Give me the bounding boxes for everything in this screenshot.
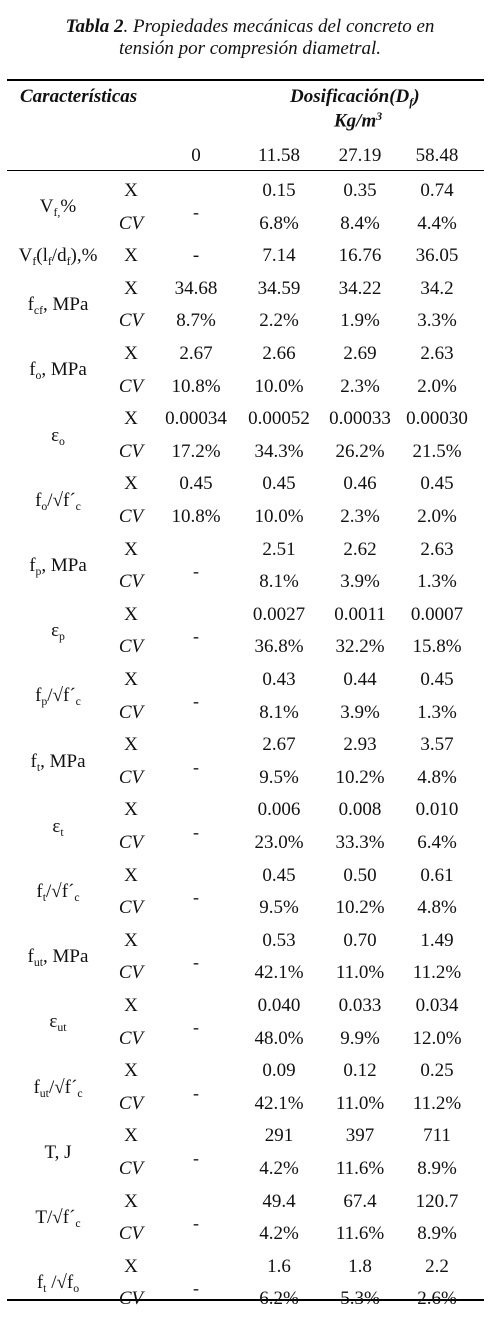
header-unit-text: Kg/m	[334, 110, 377, 132]
table-cell: 6.8%	[259, 212, 299, 234]
row-label-sub: f	[32, 255, 37, 269]
table-cell: 21.5%	[412, 440, 462, 462]
table-cell: -	[193, 756, 199, 777]
row-label-fp_sqrt	[35, 685, 81, 709]
table-cell: 0.50	[343, 864, 377, 886]
table-cell: 2.3%	[340, 375, 380, 397]
stat-label: X	[124, 538, 138, 560]
table-cell: 0.033	[338, 995, 382, 1016]
table-cell: 10.8%	[171, 375, 221, 397]
table-cell: 4.2%	[259, 1158, 299, 1179]
row-label-base: ε	[52, 815, 61, 837]
table-cell: 3.9%	[340, 571, 380, 593]
table-cell: 26.2%	[335, 440, 385, 462]
table-cell: 2.63	[420, 538, 454, 560]
row-label-sub: ut	[39, 1086, 49, 1100]
table-cell: 11.0%	[335, 962, 385, 984]
table-cell: 0.70	[343, 929, 377, 951]
row-label-sub2: f	[47, 255, 52, 269]
table-cell: 2.6%	[417, 1288, 457, 1310]
stat-label: CV	[118, 897, 144, 919]
table-cell: 10.8%	[171, 506, 221, 527]
row-label-eo	[51, 425, 65, 449]
row-label-base: T, J	[44, 1141, 72, 1163]
row-label-ft_sqrt	[36, 881, 79, 905]
stat-label: X	[124, 1125, 138, 1147]
table-cell: 0.61	[420, 864, 454, 886]
table-cell: 0.53	[262, 929, 296, 951]
table-cell: 0.034	[415, 995, 459, 1016]
table-cell: 2.51	[262, 538, 296, 560]
table-cell: 2.2%	[259, 310, 299, 332]
row-label-base: f	[36, 1272, 44, 1294]
row-label-base: V	[39, 196, 54, 218]
row-label-sub2: c	[77, 1086, 83, 1100]
table-cell: 711	[423, 1125, 451, 1147]
table-cell: 0.35	[343, 180, 377, 201]
row-label-tail: , MPa	[43, 294, 89, 316]
table-cell: 2.69	[343, 343, 377, 364]
row-label-sub: ut	[57, 1021, 67, 1035]
stat-label: X	[124, 1190, 138, 1212]
table-cell: 0.45	[420, 669, 454, 690]
table-cell: 9.5%	[259, 897, 299, 919]
table-cell: 17.2%	[171, 440, 221, 462]
row-label-eut	[49, 1011, 66, 1035]
table-cell: 0.74	[420, 180, 454, 201]
table-cell: 0.46	[343, 473, 377, 495]
column-header-3: 58.48	[415, 145, 459, 166]
stat-label: CV	[118, 440, 144, 462]
table-caption	[0, 16, 500, 60]
table-cell: 0.006	[257, 799, 301, 821]
row-label-tail: (l	[36, 245, 48, 267]
table-cell: -	[193, 1082, 199, 1103]
table-cell: 2.3%	[340, 506, 380, 527]
row-label-sub: p	[59, 630, 65, 644]
header-dosage-text: Dosificación(D	[290, 86, 410, 107]
header-characteristics: Características	[20, 86, 138, 107]
table-cell: 34.3%	[254, 440, 304, 462]
table-cell: 1.49	[420, 929, 454, 951]
stat-label: X	[124, 473, 138, 495]
row-label-sub: p	[41, 695, 48, 709]
stat-label: X	[124, 734, 138, 756]
stat-label: CV	[118, 310, 144, 332]
row-label-fp	[29, 555, 87, 579]
table-cell: 8.4%	[340, 212, 380, 234]
table-cell: 11.6%	[335, 1158, 385, 1179]
stat-label: X	[124, 995, 138, 1016]
table-cell: 0.0011	[334, 603, 386, 625]
table-cell: 6.2%	[259, 1288, 299, 1310]
stat-label: CV	[118, 571, 144, 593]
row-label-base: f	[27, 946, 34, 968]
table-cell: 4.8%	[417, 897, 457, 919]
table-cell: 8.9%	[417, 1158, 457, 1179]
header-dosage-sub: f	[409, 96, 414, 110]
table-cell: 7.14	[262, 245, 296, 267]
table-cell: -	[193, 560, 199, 581]
header-dosage	[290, 86, 420, 110]
table-cell: 0.010	[415, 799, 459, 821]
table-cell: 0.45	[262, 864, 296, 886]
header-unit-sup: 3	[376, 110, 383, 123]
table-cell: 3.57	[420, 734, 454, 756]
table-cell: -	[193, 1212, 199, 1233]
table-cell: 33.3%	[335, 832, 385, 853]
table-cell: 4.4%	[417, 212, 457, 234]
table-cell: 1.6	[267, 1255, 291, 1277]
table-cell: 34.2	[420, 277, 454, 299]
caption-text-line2: tensión por compresión diametral.	[118, 38, 382, 59]
table-cell: 8.1%	[259, 571, 299, 593]
row-label-tail: %	[60, 196, 77, 218]
top-rule	[7, 79, 484, 81]
table-cell: 2.63	[420, 343, 454, 364]
table-cell: 3.9%	[340, 701, 380, 723]
table-cell: 36.05	[415, 245, 459, 267]
row-label-T_sqrt	[35, 1207, 80, 1231]
table-cell: 2.0%	[417, 506, 457, 527]
table-cell: 0.12	[343, 1060, 377, 1082]
table-cell: 34.59	[257, 277, 301, 299]
row-label-fut_sqrt	[33, 1077, 82, 1101]
table-cell: 0.008	[338, 799, 382, 821]
table-cell: 1.9%	[340, 310, 380, 332]
table-cell: -	[193, 952, 199, 973]
table-cell: 2.2	[425, 1255, 449, 1277]
row-label-vf	[40, 196, 76, 220]
row-label-tail2: /d	[51, 245, 67, 267]
table-cell: 0.15	[262, 180, 296, 201]
table-cell: 0.00033	[329, 408, 391, 430]
table-cell: 11.2%	[412, 1092, 462, 1114]
table-cell: 6.4%	[417, 832, 457, 853]
stat-label: CV	[118, 375, 144, 397]
stat-label: X	[124, 864, 138, 886]
stat-label: X	[124, 245, 138, 267]
stat-label: CV	[118, 506, 144, 527]
row-label-tail: , MPa	[40, 750, 86, 772]
header-rule	[7, 170, 484, 171]
table-cell: 32.2%	[335, 636, 385, 658]
row-label-et	[52, 816, 63, 840]
stat-label: CV	[118, 832, 144, 853]
row-label-tail: /√f´	[48, 1076, 78, 1098]
table-cell: 11.6%	[335, 1223, 385, 1245]
table-cell: 2.0%	[417, 375, 457, 397]
table-cell: 67.4	[343, 1190, 377, 1212]
stat-label: X	[124, 1060, 138, 1082]
row-label-tail3: ),%	[70, 245, 98, 267]
row-label-base: f	[29, 554, 36, 576]
table-cell: -	[193, 821, 199, 842]
table-cell: 2.62	[343, 538, 377, 560]
stat-label: CV	[118, 1027, 144, 1049]
row-label-base: f	[36, 880, 43, 902]
row-label-vfl	[19, 245, 98, 269]
table-cell: 10.2%	[335, 766, 385, 788]
row-label-sub3: f	[66, 255, 71, 269]
row-label-sub: t	[36, 760, 41, 774]
caption-label: Tabla 2	[65, 16, 124, 37]
stat-label: X	[124, 1255, 138, 1277]
row-label-base: T/√f´	[35, 1206, 76, 1228]
table-cell: 5.3%	[340, 1288, 380, 1310]
table-cell: 11.0%	[335, 1092, 385, 1114]
stat-label: X	[124, 799, 138, 821]
stat-label: CV	[118, 766, 144, 788]
row-label-ft_fo	[37, 1272, 79, 1296]
table-cell: 16.76	[338, 245, 382, 267]
bottom-rule	[7, 1299, 484, 1301]
row-label-sub2: c	[75, 499, 81, 513]
row-label-sub: t	[43, 1282, 47, 1296]
table-cell: 1.8	[348, 1255, 372, 1277]
table-cell: -	[193, 1147, 199, 1168]
row-label-tail: , MPa	[41, 554, 87, 576]
stat-label: CV	[118, 1092, 144, 1114]
row-label-sub: c	[75, 1217, 81, 1230]
table-cell: 34.68	[174, 277, 218, 299]
table-cell: 23.0%	[254, 832, 304, 853]
table-cell: 10.0%	[254, 375, 304, 397]
row-label-base: ε	[51, 620, 60, 642]
header-dosage-close: )	[413, 86, 420, 107]
row-label-base: f	[30, 750, 37, 772]
table-cell: 0.45	[179, 473, 213, 495]
stat-label: X	[124, 408, 138, 430]
stat-label: X	[124, 929, 138, 951]
row-label-tail: /√f´	[47, 489, 76, 511]
row-label-base: f	[33, 1076, 40, 1098]
table-cell: -	[193, 691, 199, 712]
table-cell: 42.1%	[254, 1092, 304, 1114]
row-label-sub: t	[60, 825, 64, 839]
table-cell: 9.9%	[340, 1027, 380, 1049]
table-cell: 0.00052	[248, 408, 310, 430]
table-cell: 2.93	[343, 734, 377, 756]
table-cell: 0.0007	[410, 603, 464, 625]
table-cell: 11.2%	[412, 962, 462, 984]
row-label-sub: o	[41, 499, 48, 513]
row-label-base: ε	[49, 1011, 58, 1033]
row-label-tail: /√f	[46, 1272, 74, 1294]
table-cell: 8.9%	[417, 1223, 457, 1245]
header-unit	[334, 110, 382, 132]
column-header-1: 11.58	[257, 145, 301, 166]
column-header-0: 0	[191, 145, 201, 166]
row-label-sub: p	[35, 565, 42, 578]
table-cell: 0.09	[262, 1060, 296, 1082]
row-label-tail: /√f´	[47, 685, 76, 707]
table-cell: 2.66	[262, 343, 296, 364]
table-cell: 9.5%	[259, 766, 299, 788]
row-label-fo_sqrt	[35, 490, 81, 514]
table-cell: -	[193, 1278, 199, 1299]
table-cell: 0.45	[420, 473, 454, 495]
stat-label: CV	[118, 962, 144, 984]
row-label-base: f	[35, 685, 42, 707]
row-label-sub2: c	[74, 891, 80, 904]
stat-label: CV	[118, 1223, 144, 1245]
table-cell: -	[193, 202, 199, 223]
row-label-tail: , MPa	[41, 359, 87, 381]
stat-label: CV	[118, 212, 144, 234]
row-label-tail: /√f´	[46, 880, 75, 902]
stat-label: CV	[118, 1158, 144, 1179]
table-cell: 291	[264, 1125, 294, 1147]
table-cell: 15.8%	[412, 636, 462, 658]
table-cell: 397	[345, 1125, 375, 1147]
row-label-base: f	[35, 489, 42, 511]
table-cell: 42.1%	[254, 962, 304, 984]
table-cell: 49.4	[262, 1190, 296, 1212]
table-cell: 8.7%	[176, 310, 216, 332]
row-label-sub: t	[42, 891, 46, 904]
row-label-sub: cf	[33, 304, 44, 318]
row-label-ft	[30, 751, 85, 775]
row-label-tail: , MPa	[43, 946, 89, 968]
table-cell: 0.43	[262, 669, 296, 690]
table-cell: 34.22	[338, 277, 382, 299]
column-header-2: 27.19	[338, 145, 382, 166]
stat-label: X	[124, 180, 138, 201]
table-cell: 1.3%	[417, 571, 457, 593]
row-label-base: f	[27, 294, 34, 316]
table-cell: 0.25	[420, 1060, 454, 1082]
row-label-fo	[29, 359, 87, 383]
table-cell: 1.3%	[417, 701, 457, 723]
stat-label: X	[124, 343, 138, 364]
row-label-base: V	[18, 245, 33, 267]
table-cell: 0.040	[257, 995, 301, 1016]
row-label-sub: o	[59, 434, 65, 448]
row-label-sub: ut	[33, 956, 44, 970]
table-cell: 2.67	[179, 343, 213, 364]
table-cell: 48.0%	[254, 1027, 304, 1049]
row-label-sub2: o	[73, 1282, 80, 1296]
stat-label: CV	[118, 1288, 144, 1310]
row-label-base: f	[29, 359, 36, 381]
table-cell: -	[193, 886, 199, 907]
row-label-sub: f,	[53, 206, 61, 220]
table-cell: 0.44	[343, 669, 377, 690]
row-label-sub2: c	[75, 695, 81, 709]
table-cell: 10.2%	[335, 897, 385, 919]
table-cell: 12.0%	[412, 1027, 462, 1049]
table-cell: 3.3%	[417, 310, 457, 332]
table-cell: 4.2%	[259, 1223, 299, 1245]
table-cell: 10.0%	[254, 506, 304, 527]
stat-label: X	[124, 603, 138, 625]
row-label-fcf	[28, 294, 89, 318]
row-label-T	[44, 1142, 71, 1164]
table-cell: 120.7	[415, 1190, 459, 1212]
table-cell: 4.8%	[417, 766, 457, 788]
row-label-base: ε	[51, 424, 60, 446]
table-cell: 0.00030	[406, 408, 468, 430]
table-cell: 0.0027	[252, 603, 306, 625]
table-cell: 8.1%	[259, 701, 299, 723]
table-cell: -	[193, 1017, 199, 1038]
table-cell: 0.45	[262, 473, 296, 495]
stat-label: CV	[118, 636, 144, 658]
stat-label: CV	[118, 701, 144, 723]
stat-label: X	[124, 277, 138, 299]
table-cell: 2.67	[262, 734, 296, 756]
caption-text-line1: . Propiedades mecánicas del concreto en	[123, 16, 435, 37]
table-cell: 0.00034	[165, 408, 227, 430]
table-cell: 36.8%	[254, 636, 304, 658]
row-label-sub: o	[35, 369, 42, 383]
table-cell: -	[193, 626, 199, 647]
row-label-ep	[51, 620, 65, 644]
row-label-fut	[28, 946, 89, 970]
table-cell: -	[192, 245, 200, 267]
stat-label: X	[124, 669, 138, 690]
